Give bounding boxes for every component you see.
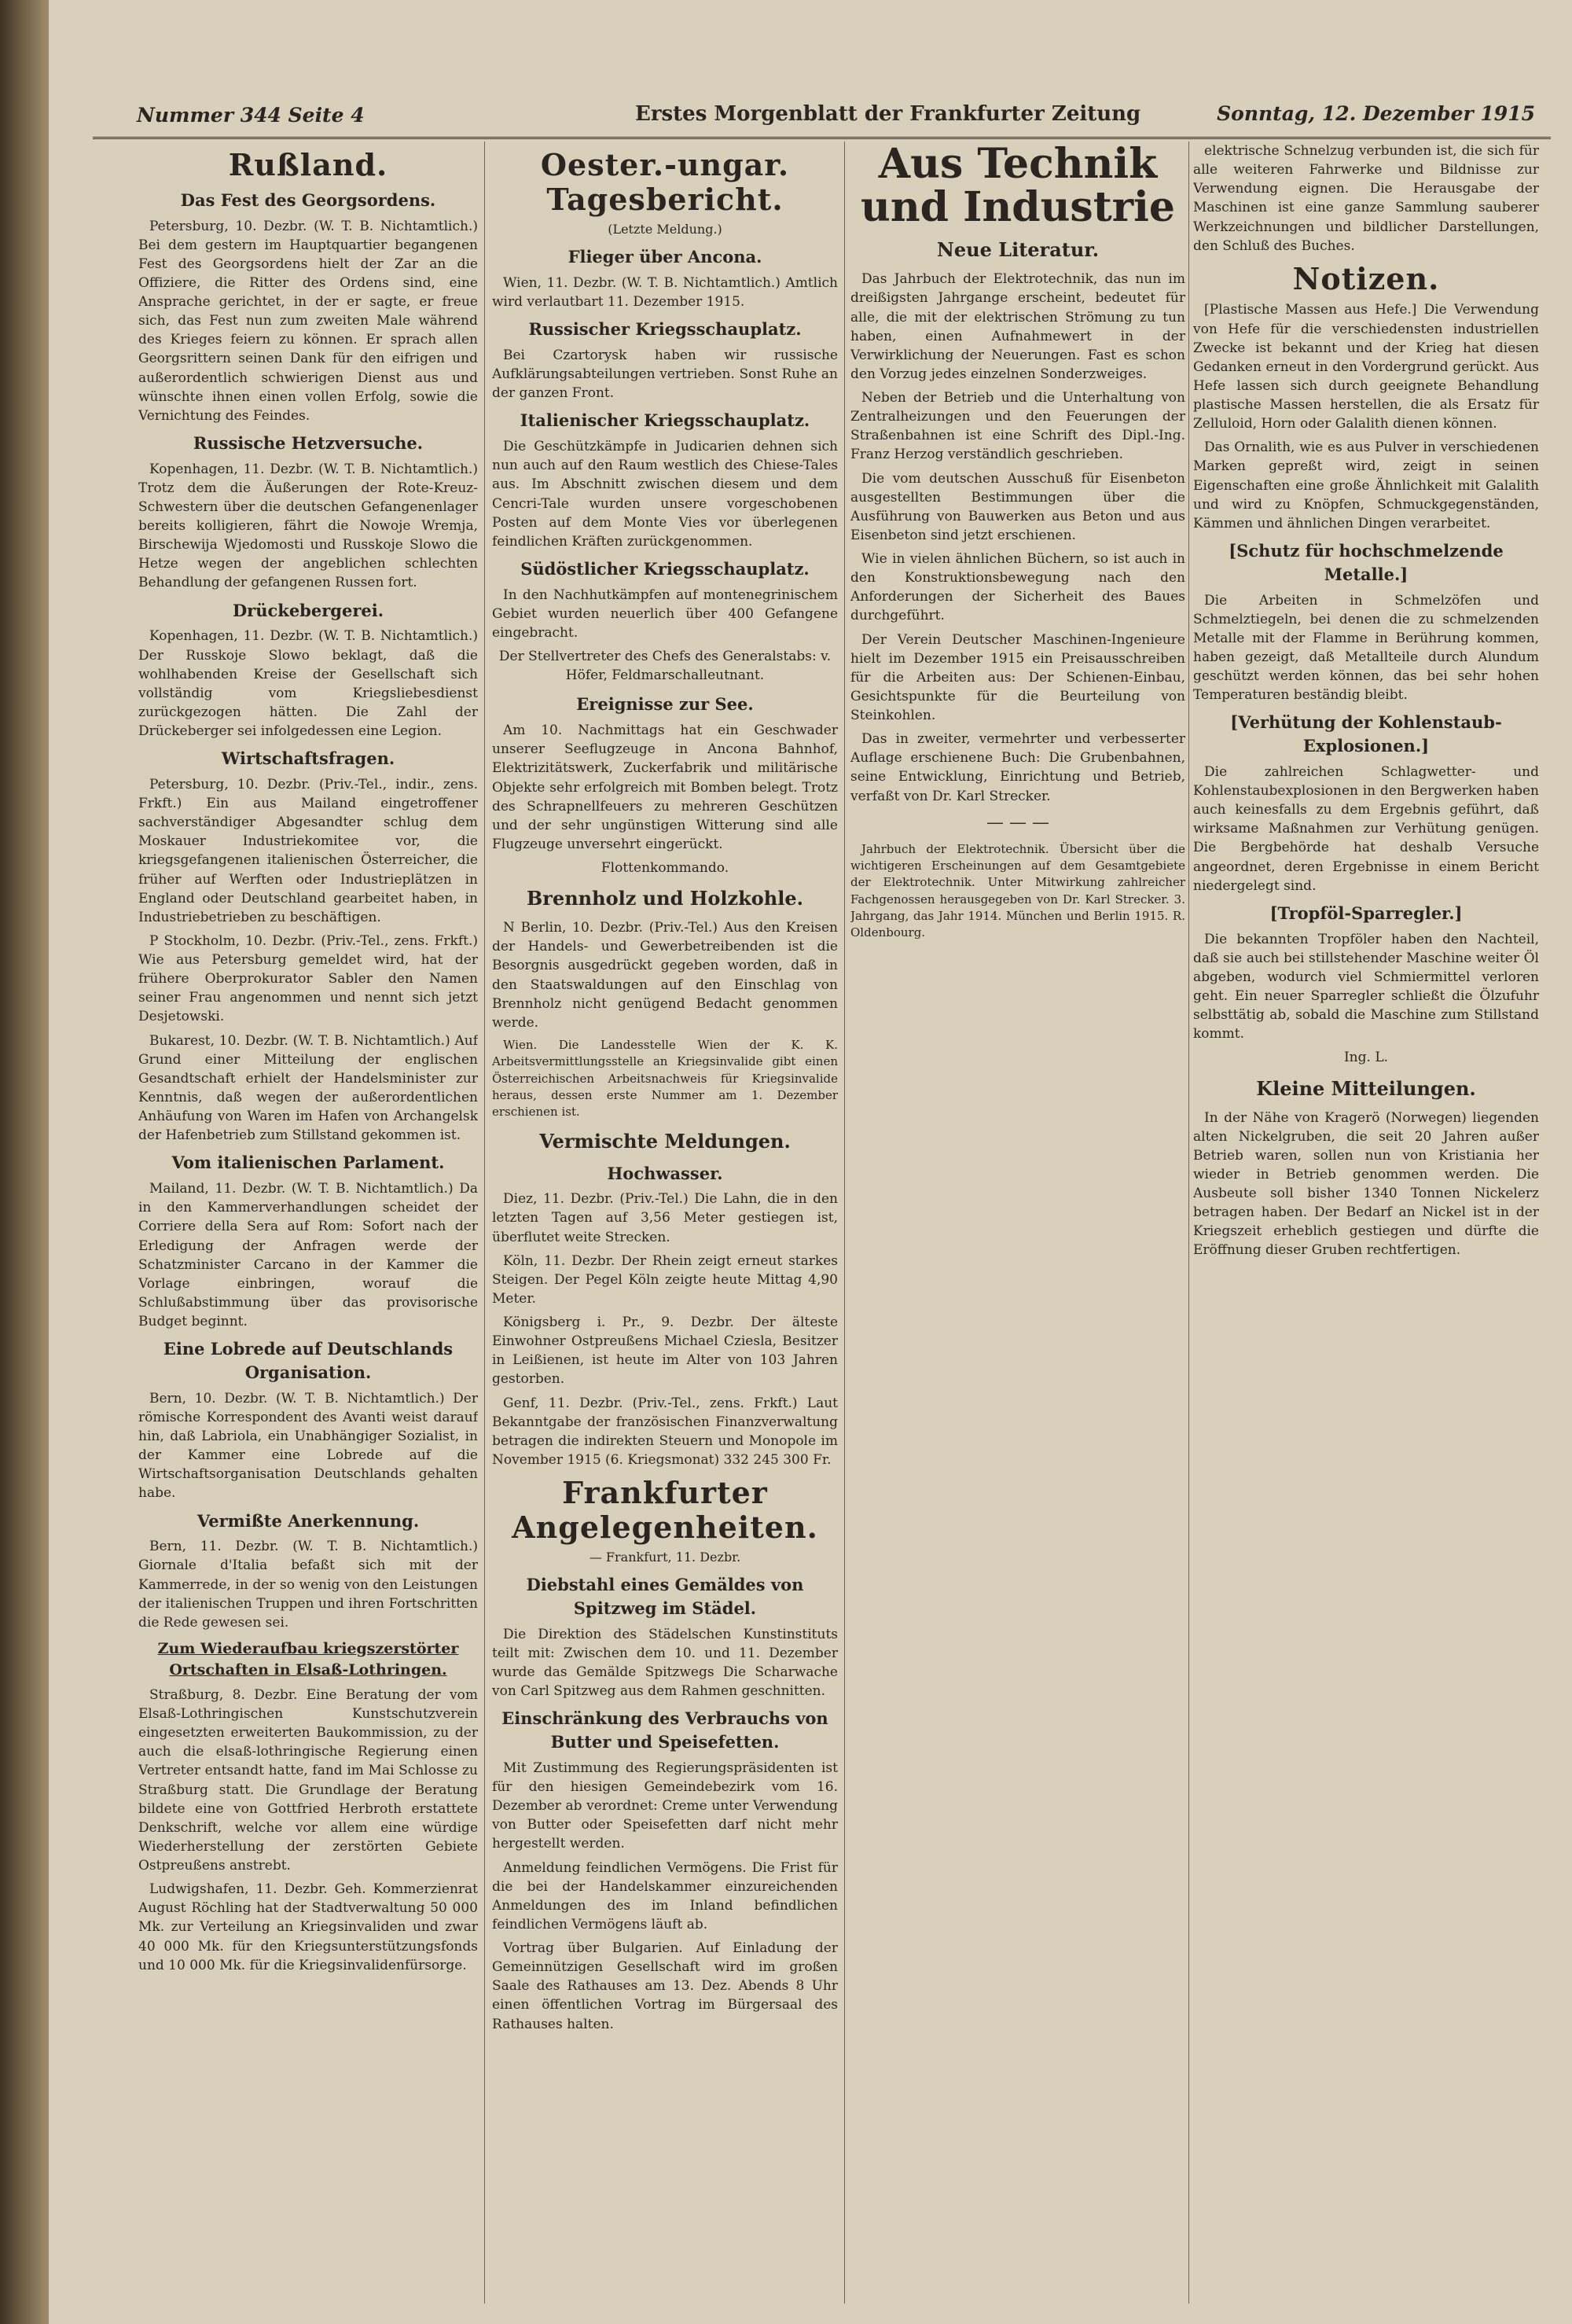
column-rule — [1188, 142, 1189, 2304]
article-heading: Eine Lobrede auf Deutschlands Organisation. — [163, 1339, 454, 1382]
article-heading: Zum Wiederaufbau kriegszerstörter Ortschaften in Elsaß-Lothringen. — [157, 1639, 459, 1679]
article-text: Königsberg i. Pr., 9. Dezbr. Der älteste Einwohner Ostpreußens Michael Cziesla, Besitzer in Leißienen, ist heute im Alter von 103 Jahren gestorben. — [492, 1315, 838, 1388]
article-heading: [Tropföl-Sparregler.] — [1269, 903, 1463, 923]
article-text: Wie in vielen ähnlichen Büchern, so ist auch in den Konstruktionsbewegung nach den Anforderungen der Sicherheit des Baues durchgeführt. — [850, 551, 1185, 624]
article-text: Bern, 11. Dezbr. (W. T. B. Nichtamtlich.) Giornale d'Italia befaßt sich mit der Kammerrede, in der so wenig von den Leistungen der italienischen Truppen und ihren Fortschritten die Rede gewesen sei. — [138, 1539, 478, 1631]
footnote: Jahrbuch der Elektrotechnik. Übersicht über die wichtigeren Erscheinungen auf dem Gesamtgebiete der Elektrotechnik. Unter Mitwirkung zahlreicher Fachgenossen herausgegeben von Dr. Karl Strecker. 3. Jahrgang, das Jahr 1914. München und Berlin 1915. R. Oldenbourg. — [850, 841, 1185, 940]
article-heading: [Verhütung der Kohlenstaub-Explosionen.] — [1230, 712, 1502, 756]
article-heading: Ereignisse zur See. — [576, 694, 754, 715]
issue-date: Sonntag, 12. Dezember 1915 — [1217, 102, 1535, 125]
article-heading: [Schutz für hochschmelzende Metalle.] — [1229, 540, 1504, 584]
article-heading: Diebstahl eines Gemäldes von Spitzweg im Städel. — [526, 1575, 804, 1619]
article-text: Diez, 11. Dezbr. (Priv.-Tel.) Die Lahn, die in den letzten Tagen auf 3,56 Meter gestiegen ist, überflutet weite Strecken. — [492, 1191, 838, 1245]
signature: Der Stellvertreter des Chefs des Generalstabs: v. Höfer, Feldmarschalleutnant. — [498, 649, 832, 684]
article-heading: Brennholz und Holzkohle. — [527, 887, 803, 910]
column-3 — [850, 142, 1185, 2304]
article-text: Petersburg, 10. Dezbr. (Priv.-Tel., indir., zens. Frkft.) Ein aus Mailand eingetroffener sachverständiger Abgesandter schlug dem Moskauer Industriekomitee vor, die kriegsgefangenen italienischen Österreicher, die früher auf Werften oder Industrieplätzen in England oder Deutschland gearbeitet haben, in Industriebetrieben zu beschäftigen. — [138, 776, 478, 925]
column-rule — [844, 142, 845, 2304]
article-text: Wien. Die Landesstelle Wien der K. K. Arbeitsvermittlungsstelle an Kriegsinvalide gibt einen Österreichischen Arbeitsnachweis für Kriegsinvalide heraus, dessen erste Nummer am 1. Dezember erschienen ist. — [492, 1037, 838, 1120]
section-heading: Vermischte Meldungen. — [539, 1130, 791, 1153]
article-text: Das Jahrbuch der Elektrotechnik, das nun im dreißigsten Jahrgange erscheint, bedeutet für alle, die mit der elektrischen Strömung zu tun haben, einen Aufnahmewert in der Verwirklichung der Neuerungen. Fast es schon den Vorzug jedes einzelnen Sonderzweiges. — [850, 271, 1185, 382]
article-text: N Berlin, 10. Dezbr. (Priv.-Tel.) Aus den Kreisen der Handels- und Gewerbetreibenden ist die Besorgnis ausgedrückt gegeben worden, daß in den Staatswaldungen auf den Einschlag von Brennholz nicht genügend Bedacht genommen werde. — [492, 920, 838, 1031]
section-heading-notizen: Notizen. — [1292, 260, 1440, 296]
article-text: Die Geschützkämpfe in Judicarien dehnen sich nun auch auf den Raum westlich des Chiese-Tales aus. Im Abschnitt zwischen diesem und dem Cencri-Tale wurden unsere vorgeschobenen Posten auf dem Monte Vies vor überlegenen feindlichen Kräften zurückgenommen. — [492, 439, 838, 550]
article-heading: Kleine Mitteilungen. — [1256, 1076, 1476, 1100]
article-text: Köln, 11. Dezbr. Der Rhein zeigt erneut starkes Steigen. Der Pegel Köln zeigte heute Mittag 4,90 Meter. — [492, 1252, 838, 1307]
article-text: In der Nähe von Kragerö (Norwegen) liegenden alten Nickelgruben, die seit 20 Jahren außer Betrieb waren, sollen nun von Kristiania her wieder in Betrieb genommen werden. Die Ausbeute soll bisher 1340 Tonnen Nickelerz betragen haben. Der Bedarf an Nickel ist in der Kriegszeit erheblich gestiegen und dürfte die Eröffnung dieser Gruben rechtfertigen. — [1193, 1109, 1539, 1259]
article-text: Ludwigshafen, 11. Dezbr. Geh. Kommerzienrat August Röchling hat der Stadtverwaltung 50 000 Mk. zur Verteilung an Kriegsinvaliden und zwar 40 000 Mk. für den Kriegsunterstützungsfonds und 10 000 Mk. für die Kriegsinvalidenfürsorge. — [138, 1881, 478, 1973]
article-heading: Russischer Kriegsschauplatz. — [528, 319, 802, 340]
section-heading-russland: Rußland. — [228, 147, 388, 182]
article-heading: Russische Hetzversuche. — [193, 432, 424, 453]
article-text: Das Ornalith, wie es aus Pulver in verschiedenen Marken gepreßt wird, zeigt in seinen Eigenschaften eine große Ähnlichkeit mit Galalith und wird zu Knöpfen, Schmuckgegenständen, Kämmen und ähnlichen Dingen verarbeitet. — [1193, 439, 1539, 531]
masthead — [93, 93, 1551, 139]
article-text: In den Nachhutkämpfen auf montenegrinischem Gebiet wurden neuerlich über 400 Gefangene eingebracht. — [492, 587, 838, 641]
subheading: (Letzte Meldung.) — [608, 222, 722, 237]
article-text: Die vom deutschen Ausschuß für Eisenbeton ausgestellten Bestimmungen über die Ausführung von Bauwerken aus Beton und aus Eisenbeton sind jetzt erschienen. — [850, 470, 1185, 543]
newspaper-name: Erstes Morgenblatt der Frankfurter Zeitung — [635, 102, 1141, 126]
article-heading: Vom italienischen Parlament. — [171, 1153, 445, 1173]
section-heading-tagesbericht: Oester.-ungar. Tagesbericht. — [540, 147, 790, 217]
article-text: Die Direktion des Städelschen Kunstinstituts teilt mit: Zwischen dem 10. und 11. Dezember wurde das Gemälde Spitzwegs Die Scharwache von Carl Spitzweg aus dem Rahmen geschnitten. — [492, 1626, 838, 1700]
article-heading: Hochwasser. — [607, 1163, 723, 1183]
article-text: Bukarest, 10. Dezbr. (W. T. B. Nichtamtlich.) Auf Grund einer Mitteilung der englischen Gesandtschaft erhielt der Handelsminister zur Kenntnis, daß wegen der außerordentlichen Anhäufung von Waren im Hafen von Archangelsk der Hafenbetrieb zum Stillstand gekommen ist. — [138, 1032, 478, 1144]
article-text: Petersburg, 10. Dezbr. (W. T. B. Nichtamtlich.) Bei dem gestern im Hauptquartier begangenen Fest des Georgsordens hielt der Zar an die Offiziere, die Ritter des Ordens sind, eine Ansprache gerichtet, in der er sagte, er freue sich, das Fest nun zum zweiten Male während des Krieges feiern zu können. Er sprach allen Georgsrittern seinen Dank für den eifrigen und außerordentlich schwierigen Dienst aus und wünschte ihnen einen vollen Erfolg, sowie die Vernichtung des Feindes. — [138, 218, 478, 424]
article-text: Das in zweiter, vermehrter und verbesserter Auflage erschienene Buch: Die Grubenbahnen, seine Entwicklung, Einrichtung und Betrieb, verfaßt von Dr. Karl Strecker. — [850, 731, 1185, 804]
article-heading: Italienischer Kriegsschauplatz. — [520, 410, 810, 431]
article-text: Vortrag über Bulgarien. Auf Einladung der Gemeinnützigen Gesellschaft wird im großen Saale des Rathauses am 13. Dez. Abends 8 Uhr einen öffentlichen Vortrag im Bürgersaal des Rathauses halten. — [492, 1940, 838, 2032]
book-spine — [0, 0, 49, 2324]
issue-number: Nummer 344 Seite 4 — [137, 104, 365, 127]
article-heading: Wirtschaftsfragen. — [221, 748, 395, 769]
dateline: — Frankfurt, 11. Dezbr. — [589, 1550, 741, 1565]
article-text: Wien, 11. Dezbr. (W. T. B. Nichtamtlich.) Amtlich wird verlautbart 11. Dezember 1915. — [492, 274, 838, 311]
article-text: Der Verein Deutscher Maschinen-Ingenieure hielt im Dezember 1915 ein Preisausschreiben für die Arbeiten aus: Der Schienen-Einbau, Gesichtspunkte für die Beurteilung von Steinkohlen. — [850, 631, 1185, 724]
article-heading: Das Fest des Georgsordens. — [180, 189, 436, 210]
article-text: Mit Zustimmung des Regierungspräsidenten ist für den hiesigen Gemeindebezirk vom 16. Dezember ab verordnet: Creme unter Verwendung von Butter oder Speisefetten darf nicht mehr hergestellt werden. — [492, 1760, 838, 1852]
article-text: Die Arbeiten in Schmelzöfen und Schmelztiegeln, bei denen die zu schmelzenden Metalle mit der Flamme in Berührung kommen, haben gezeigt, daß Metallteile durch Alundum geschützt werden können, das bei sehr hohen Temperaturen beständig bleibt. — [1193, 592, 1539, 704]
column-2 — [492, 142, 838, 2304]
signature: Flottenkommando. — [601, 860, 729, 877]
article-text: elektrische Schnelzug verbunden ist, die sich für alle weiteren Fahrwerke und Bildnisse zur Verwendung eignen. Die Herausgabe der Maschinen ist eine ganze Sammlung sauberer Werkzeichnungen und bildlicher Darstellungen, den Schluß des Buches. — [1193, 143, 1539, 254]
article-text: Mailand, 11. Dezbr. (W. T. B. Nichtamtlich.) Da in den Kammerverhandlungen scheidet der Corriere della Sera auf Rom: Sofort nach der Erledigung der Anfragen werde der Schatzminister Carcano in der Kammer die Vorlage einbringen, worauf die Schlußabstimmung über das provisorische Budget beginnt. — [138, 1181, 478, 1329]
signature: Ing. L. — [1343, 1050, 1389, 1066]
article-text: Kopenhagen, 11. Dezbr. (W. T. B. Nichtamtlich.) Trotz dem die Äußerungen der Rote-Kreuz-Schwestern über die deutschen Gefangenenlager bereits kolligieren, fährt die Nowoje Wremja, Birschewija Wjedomosti und Russkoje Slowo die Hetze wegen der angeblichen schlechten Behandlung der gefangenen Russen fort. — [138, 461, 478, 591]
article-text: Am 10. Nachmittags hat ein Geschwader unserer Seeflugzeuge in Ancona Bahnhof, Elektrizitätswerk, Zuckerfabrik und militärische Objekte sehr erfolgreich mit Bomben belegt. Trotz des Schrapnellfeuers zu mehreren Geschützen und der sehr ungünstigen Witterung sind alle Flugzeuge unversehrt eingerückt. — [492, 723, 838, 852]
column-rule — [484, 142, 485, 2304]
article-text: P Stockholm, 10. Dezbr. (Priv.-Tel., zens. Frkft.) Wie aus Petersburg gemeldet wird, hat der frühere Oberprokurator Sabler den Namen seiner Frau angenommen und nennt sich jetzt Desjetowski. — [138, 932, 478, 1025]
article-heading: Flieger über Ancona. — [567, 247, 762, 267]
article-heading: Vermißte Anerkennung. — [196, 1510, 420, 1531]
separator-rule: — — — — [986, 812, 1049, 833]
article-text: [Plastische Massen aus Hefe.] Die Verwendung von Hefe für die verschiedensten industriellen Zwecke ist bekannt und der Krieg hat diesen Gedanken erneut in den Vordergrund gerückt. Aus Hefe lassen sich durch geeignete Behandlung plastische Massen herstellen, die als Ersatz für Zelluloid, Horn oder Galalith dienen können. — [1193, 302, 1539, 432]
article-text: Bern, 10. Dezbr. (W. T. B. Nichtamtlich.) Der römische Korrespondent des Avanti weist darauf hin, daß Labriola, ein Unabhängiger Sozialist, in der Kammer eine Lobrede auf die Wirtschaftsorganisation Deutschlands gehalten habe. — [138, 1390, 478, 1502]
section-heading-frankfurt: Frankfurter Angelegenheiten. — [512, 1475, 818, 1545]
article-heading: Neue Literatur. — [936, 238, 1100, 262]
article-text: Bei Czartorysk haben wir russische Aufklärungsabteilungen vertrieben. Sonst Ruhe an der ganzen Front. — [492, 347, 838, 402]
article-text: Straßburg, 8. Dezbr. Eine Beratung der vom Elsaß-Lothringischen Kunstschutzverein eingesetzten erweiterten Baukommission, zu der auch die elsaß-lothringische Regierung einen Vertreter entsandt hatte, fand im Mai Schlosse zu Straßburg statt. Die Grundlage der Beratung bildete eine von Gottfried Herbroth erstattete Denkschrift, welche vor allem eine würdige Wiederherstellung der zerstörten Gebiete Ostpreußens anstrebt. — [138, 1686, 478, 1874]
article-text: Genf, 11. Dezbr. (Priv.-Tel., zens. Frkft.) Laut Bekanntgabe der französischen Finanzverwaltung betragen die indirekten Steuern und Monopole im November 1915 (6. Kriegsmonat) 332 245 300 Fr. — [492, 1395, 838, 1468]
article-heading: Drückebergerei. — [232, 600, 384, 620]
column-1 — [138, 142, 478, 2304]
article-text: Kopenhagen, 11. Dezbr. (W. T. B. Nichtamtlich.) Der Russkoje Slowo beklagt, daß die wohlhabenden Kreise der Gesellschaft sich vollständig vom Kriegsliebesdienst zurückgezogen hätten. Die Zahl der Drückeberger sei infolgedessen eine Legion. — [138, 628, 478, 739]
column-4 — [1193, 142, 1539, 2304]
article-heading: Südöstlicher Kriegsschauplatz. — [520, 558, 810, 579]
article-text: Die zahlreichen Schlagwetter- und Kohlenstaubexplosionen in den Bergwerken haben auch keinesfalls zu dem Ergebnis geführt, daß wirksame Maßnahmen zur Verhütung genügen. Die Bergbehörde hat deshalb Versuche angeordnet, deren Ergebnisse in einem Bericht niedergelegt sind. — [1193, 763, 1539, 894]
article-text: Anmeldung feindlichen Vermögens. Die Frist für die bei der Handelskammer einzureichenden Anmeldungen des im Inland befindlichen feindlichen Vermögens läuft ab. — [492, 1859, 838, 1932]
article-text: Neben der Betrieb und die Unterhaltung von Zentralheizungen und den Feuerungen der Straßenbahnen ist eine Schrift des Dipl.-Ing. Franz Herzog verständlich geschrieben. — [850, 390, 1185, 463]
section-heading-technik: Aus Technik und Industrie — [861, 142, 1175, 231]
article-heading: Einschränkung des Verbrauchs von Butter und Speisefetten. — [501, 1708, 828, 1752]
article-text: Die bekannten Tropföler haben den Nachteil, daß sie auch bei stillstehender Maschine weiter Öl abgeben, wodurch viel Schmiermittel verloren geht. Ein neuer Sparregler schließt die Ölzufuhr selbsttätig ab, sobald die Maschine zum Stillstand kommt. — [1193, 931, 1539, 1042]
